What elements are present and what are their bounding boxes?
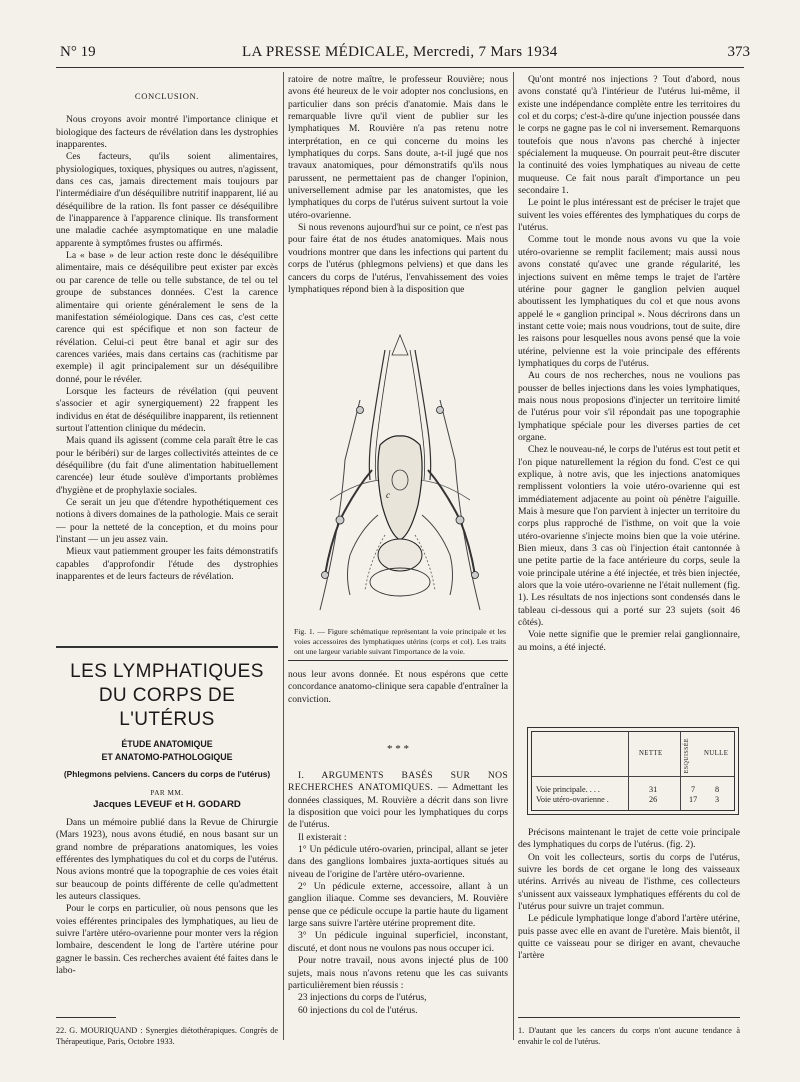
paragraph: Ce serait un jeu que d'étendre hypothétiquement ces notions à divers domaines de la pathologie. Mais ce serait — pour la netteté de la conception, et du moins pour l'instant — un jeu assez vain.: [56, 497, 278, 546]
table-cell: 8: [715, 785, 720, 794]
footnote-rule: [56, 1017, 116, 1018]
paragraph: Qu'ont montré nos injections ? Tout d'abord, nous avons constaté qu'à l'intérieur de l'utérus lui-même, il existe une indépendance complète entre les territoires du col et du corps; c'est-à-dire qu'une injection poussée dans le corps ne gagne pas le col ni inversement. Remarquons toutefois que nous n'avons pas cherché à injecter spécialement la muqueuse. On pourrait peut-être discuter la continuité des voies lymphatiques au niveau de cette muqueuse. Ce fait nous paraît d'importance un peu secondaire 1.: [518, 74, 740, 197]
paragraph: Chez le nouveau-né, le corps de l'utérus est tout petit et l'on pique naturellement la région du fond. C'est ce qui explique, à notre avis, que les injections anatomiques remplissent volontiers la voie utéro-ovarienne qui est immédiatement adjacente au point où pénètre l'aiguille. Mais à mesure que l'on parvient à injecter un territoire du corps plus rapproché de l'isthme, on voit que la voie utéro-ovarienne s'injecte moins bien que la voie utérine. Bien mieux, dans 3 cas où l'injection était cantonnée à une petite partie de la face antérieure du corps, seule la voie principale utérine a été injectée, et très bien injectée, alors que la voie utéro-ovarienne ne l'était nullement (fig. 1). Les résultats de nos injections sont condensés dans le tableau ci-dessous qui a porté sur 23 sujets (soit 46 côtés).: [518, 444, 740, 629]
paragraph: On voit les collecteurs, sortis du corps de l'utérus, suivre les bords de cet organe le long des vaisseaux utérins. Arrivés au niveau de l'isthme, ces collecteurs s'unissent aux vaisseaux lymphatiques efférents du col de l'utérus pour suivre un trajet commun.: [518, 851, 740, 913]
conclusion-column: [56, 90, 278, 583]
paragraph: Comme tout le monde nous avons vu que la voie utéro-ovarienne se remplit facilement; mais aussi nous avons constaté qu'avec une grande régularité, les injections suivent en même temps le trajet de l'artère utérine pour gagner le ganglion pelvien auquel aboutissent les lymphatiques du col et que nous avons appelé le « ganglion principal ». Nous décrirons dans un instant cette voie; mais nous voudrions, tout de suite, dire les raisons pour lesquelles nous avons pensé que la voie utérine, pelvienne est la voie principale des efférents lymphatiques du corps de l'utérus.: [518, 234, 740, 369]
table-cell: 17: [689, 795, 698, 804]
section-asterism: * * *: [387, 743, 409, 755]
figure-1-caption: Fig. 1. — Figure schématique représentant la voie principale et les voies accessoires des lymphatiques utérins (corps et col). Les traits ont une largeur variable suivant l'importance de la voie.: [294, 627, 506, 657]
paragraph: Pour notre travail, nous avons injecté plus de 100 sujets, mais nous n'avons retenu que les cas suivants particulièrement bien réussis :: [288, 955, 508, 991]
table-header-rule: [532, 776, 734, 777]
paragraph: La « base » de leur action reste donc le déséquilibre alimentaire, mais ce déséquilibre peut exister par excès ou par carence de telle ou telle substance, de tel ou tel groupe de substances données. C'est la carence alimentaire qui oriente généralement le sens de la manifestation séméiologique. Dans ces cas, c'est cette carence qui est spécifique et non son facteur de révélation. Celui-ci peut être banal et agir sur des carences variées, mais dans certains cas (rachitisme par exemple) il agit principalement sur un déséquilibre donné, pour le révéler.: [56, 250, 278, 385]
article-title-block: [56, 660, 278, 810]
middle-column-top: [288, 74, 508, 296]
list-item: 60 injections du col de l'utérus.: [298, 1004, 418, 1016]
table-col-divider: [628, 732, 629, 810]
running-header: [60, 44, 750, 66]
right-column-top: [518, 74, 740, 654]
article-separator: [56, 646, 278, 648]
article-subtitle-line2: ET ANATOMO-PATHOLOGIQUE: [101, 752, 233, 762]
table-header-esquissee: ESQUISSÉE: [684, 738, 690, 774]
section-heading-inline: I. ARGUMENTS BASÉS SUR NOS RECHERCHES ANATOMIQUES.: [288, 770, 508, 794]
footnote-22: 22. G. MOURIQUAND : Synergies diétothérapiques. Congrès de Thérapeutique, Paris, Octobre 1933.: [56, 1026, 278, 1046]
paragraph: — Admettant les données classiques, M. Rouvière a décrit dans son livre la disposition que voici pour les lymphatiques du corps de l'utérus.: [288, 782, 508, 831]
paragraph: Pour le corps en particulier, où nous pensons que les voies efférentes principales des lymphatiques, au lieu de suivre l'artère utéro-ovarienne pour monter vers la région lombaire, descendent le long de l'artère utérine pour gagner le bassin. Ces recherches avaient été faites dans le labo-: [56, 903, 278, 977]
section-heading: CONCLUSION.: [134, 91, 200, 101]
table-cell: 31: [649, 785, 658, 794]
paragraph: ratoire de notre maître, le professeur Rouvière; nous avons été heureux de le voir adopter nos conclusions, en particulier dans son précis d'anatomie. Mais dans le remarquable livre qu'il vient de publier sur les lymphatiques M. Rouvière n'a pas retenu notre interprétation, en ce qui concerne du moins les lymphatiques du corps. Sans doute, a-t-il jugé que nos travaux anatomiques, pour démonstratifs qu'ils nous parussent, ne permettaient pas de changer l'opinion, universellement admise par les anatomistes, que les lymphatiques du corps de l'utérus suivent surtout la voie utéro-ovarienne.: [288, 74, 508, 221]
table-cell: 7: [691, 785, 696, 794]
paragraph: Mieux vaut patiemment grouper les faits démonstratifs capables d'approfondir l'étude des dystrophies inapparentes et de leurs facteurs de révélation.: [56, 546, 278, 583]
header-rule: [56, 67, 744, 68]
paragraph: 1° Un pédicule utéro-ovarien, principal, allant se jeter dans des ganglions lombaires juxta-aortiques situés au niveau de l'origine de l'artère utéro-ovarienne.: [288, 844, 508, 880]
paragraph: Si nous revenons aujourd'hui sur ce point, ce n'est pas pour faire état de nos études anatomiques. Mais nous voudrions montrer que dans les infections qui partent du corps de l'utérus (phlegmons pelviens) et que dans les cancers du corps de l'utérus, l'envahissement des voies lymphatiques répond bien à la disposition que: [288, 222, 508, 295]
page-number: 373: [727, 44, 750, 60]
table-cell: 3: [715, 795, 720, 804]
column-divider-left: [283, 72, 284, 1040]
figure-1-uterus-lymphatics: [300, 330, 500, 615]
article-title-line2: DU CORPS DE L'UTÉRUS: [98, 685, 236, 730]
article-subtitle-line1: ÉTUDE ANATOMIQUE: [121, 739, 213, 749]
middle-column-after-figure: [288, 669, 508, 706]
paragraph: 2° Un pédicule externe, accessoire, allant à un ganglion iliaque. Comme ses devanciers, M. Rouvière pense que ce pédicule occupe la partie haute du ligament large sans suivre l'artère utérine proprement dite.: [288, 881, 508, 930]
middle-column-bottom: [288, 770, 508, 1017]
results-table: [527, 727, 739, 815]
paragraph: Nous croyons avoir montré l'importance clinique et biologique des facteurs de révélation dans les dystrophies inapparentes.: [56, 114, 278, 151]
table-header-nette: NETTE: [639, 750, 663, 757]
figure-label-c: c: [386, 490, 390, 500]
table-header-nulle: NULLE: [704, 750, 729, 757]
column-divider-right: [513, 72, 514, 1040]
figure-rule: [288, 660, 508, 661]
paragraph: Dans un mémoire publié dans la Revue de Chirurgie (Mars 1923), nous avons étudié, en nous basant sur un grand nombre de préparations anatomiques, les voies efférentes des lymphatiques du col et du corps de l'utérus. Nous avions montré que la topographie de ces voies était sur beaucoup de points différente de celle qu'admettent les auteurs classiques.: [56, 817, 278, 903]
footnote-1: 1. D'autant que les cancers du corps n'ont aucune tendance à envahir le col de l'utérus.: [518, 1026, 740, 1046]
paragraph: Voie nette signifie que le premier relai ganglionnaire, au moins, a été injecté.: [518, 629, 740, 653]
paragraph: Mais quand ils agissent (comme cela paraît être le cas pour le béribéri) sur de larges collectivités atteintes de ce déséquilibre (du fait d'une alimentation habituellement carencée) leur étude soulève d'importants problèmes d'hygiène et de prophylaxie sociales.: [56, 435, 278, 496]
table-col-divider: [680, 732, 681, 810]
right-column-bottom: [518, 827, 740, 963]
results-table-frame: [531, 731, 735, 811]
journal-title: LA PRESSE MÉDICALE, Mercredi, 7 Mars 1934: [242, 44, 558, 60]
issue-number: N° 19: [60, 44, 96, 60]
paragraph: Ces facteurs, qu'ils soient alimentaires, physiologiques, toxiques, physiques ou autres, n'agissent, dans ces cas, jamais directement mais toujours par l'intermédiaire d'un déséquilibre nutritif inapparent, lié au déséquilibre de la ration. Ils font passer ce déséquilibre de l'inapparence à l'apparence clinique. Ils transforment une maladie cachée asymptomatique en une maladie apparente à symptômes frustes ou affirmés.: [56, 151, 278, 249]
article-intro: [56, 817, 278, 977]
paragraph: Le point le plus intéressant est de préciser le trajet que suivent les voies efférentes des lymphatiques du corps de l'utérus.: [518, 197, 740, 234]
table-row-label: Voie utéro-ovarienne .: [536, 795, 609, 804]
paragraph: Précisons maintenant le trajet de cette voie principale des lymphatiques du corps de l'utérus. (fig. 2).: [518, 827, 740, 851]
list-item: 23 injections du corps de l'utérus,: [298, 992, 427, 1004]
article-subtitle-topics: (Phlegmons pelviens. Cancers du corps de l'utérus): [63, 769, 271, 779]
article-authors: Jacques LEVEUF et H. GODARD: [93, 799, 241, 810]
paragraph: 3° Un pédicule inguinal superficiel, inconstant, discuté, et dont nous ne voulons pas nous occuper ici.: [288, 930, 508, 954]
paragraph: Il existerait :: [298, 831, 347, 843]
article-title-line1: LES LYMPHATIQUES: [70, 661, 264, 682]
paragraph: nous leur avons donnée. Et nous espérons que cette concordance anatomo-clinique sera capable d'entraîner la conviction.: [288, 669, 508, 705]
paragraph: Lorsque les facteurs de révélation (qui peuvent s'associer et agir synergiquement) 22 frappent les individus en état de déséquilibre inapparent, ils retiennent surtout l'attention clinique du médecin.: [56, 385, 278, 434]
paragraph: Au cours de nos recherches, nous ne voulions pas pousser de belles injections dans les voies lymphatiques, mais nous nous proposions d'injecter un territoire limité de l'utérus pour voir s'il répondait pas une topographie lymphatique spéciale pour les diverses parties de cet organe.: [518, 370, 740, 443]
table-cell: 26: [649, 795, 658, 804]
byline-prefix: PAR MM.: [150, 789, 184, 797]
paragraph: Le pédicule lymphatique longe d'abord l'artère utérine, puis passe avec elle en avant de l'uretère. Mais bientôt, il quitte ce vaisseau pour se diriger en avant, chevauche l'artère: [518, 913, 740, 962]
footnote-rule: [518, 1017, 740, 1018]
table-row-label: Voie principale. . . .: [536, 785, 600, 794]
